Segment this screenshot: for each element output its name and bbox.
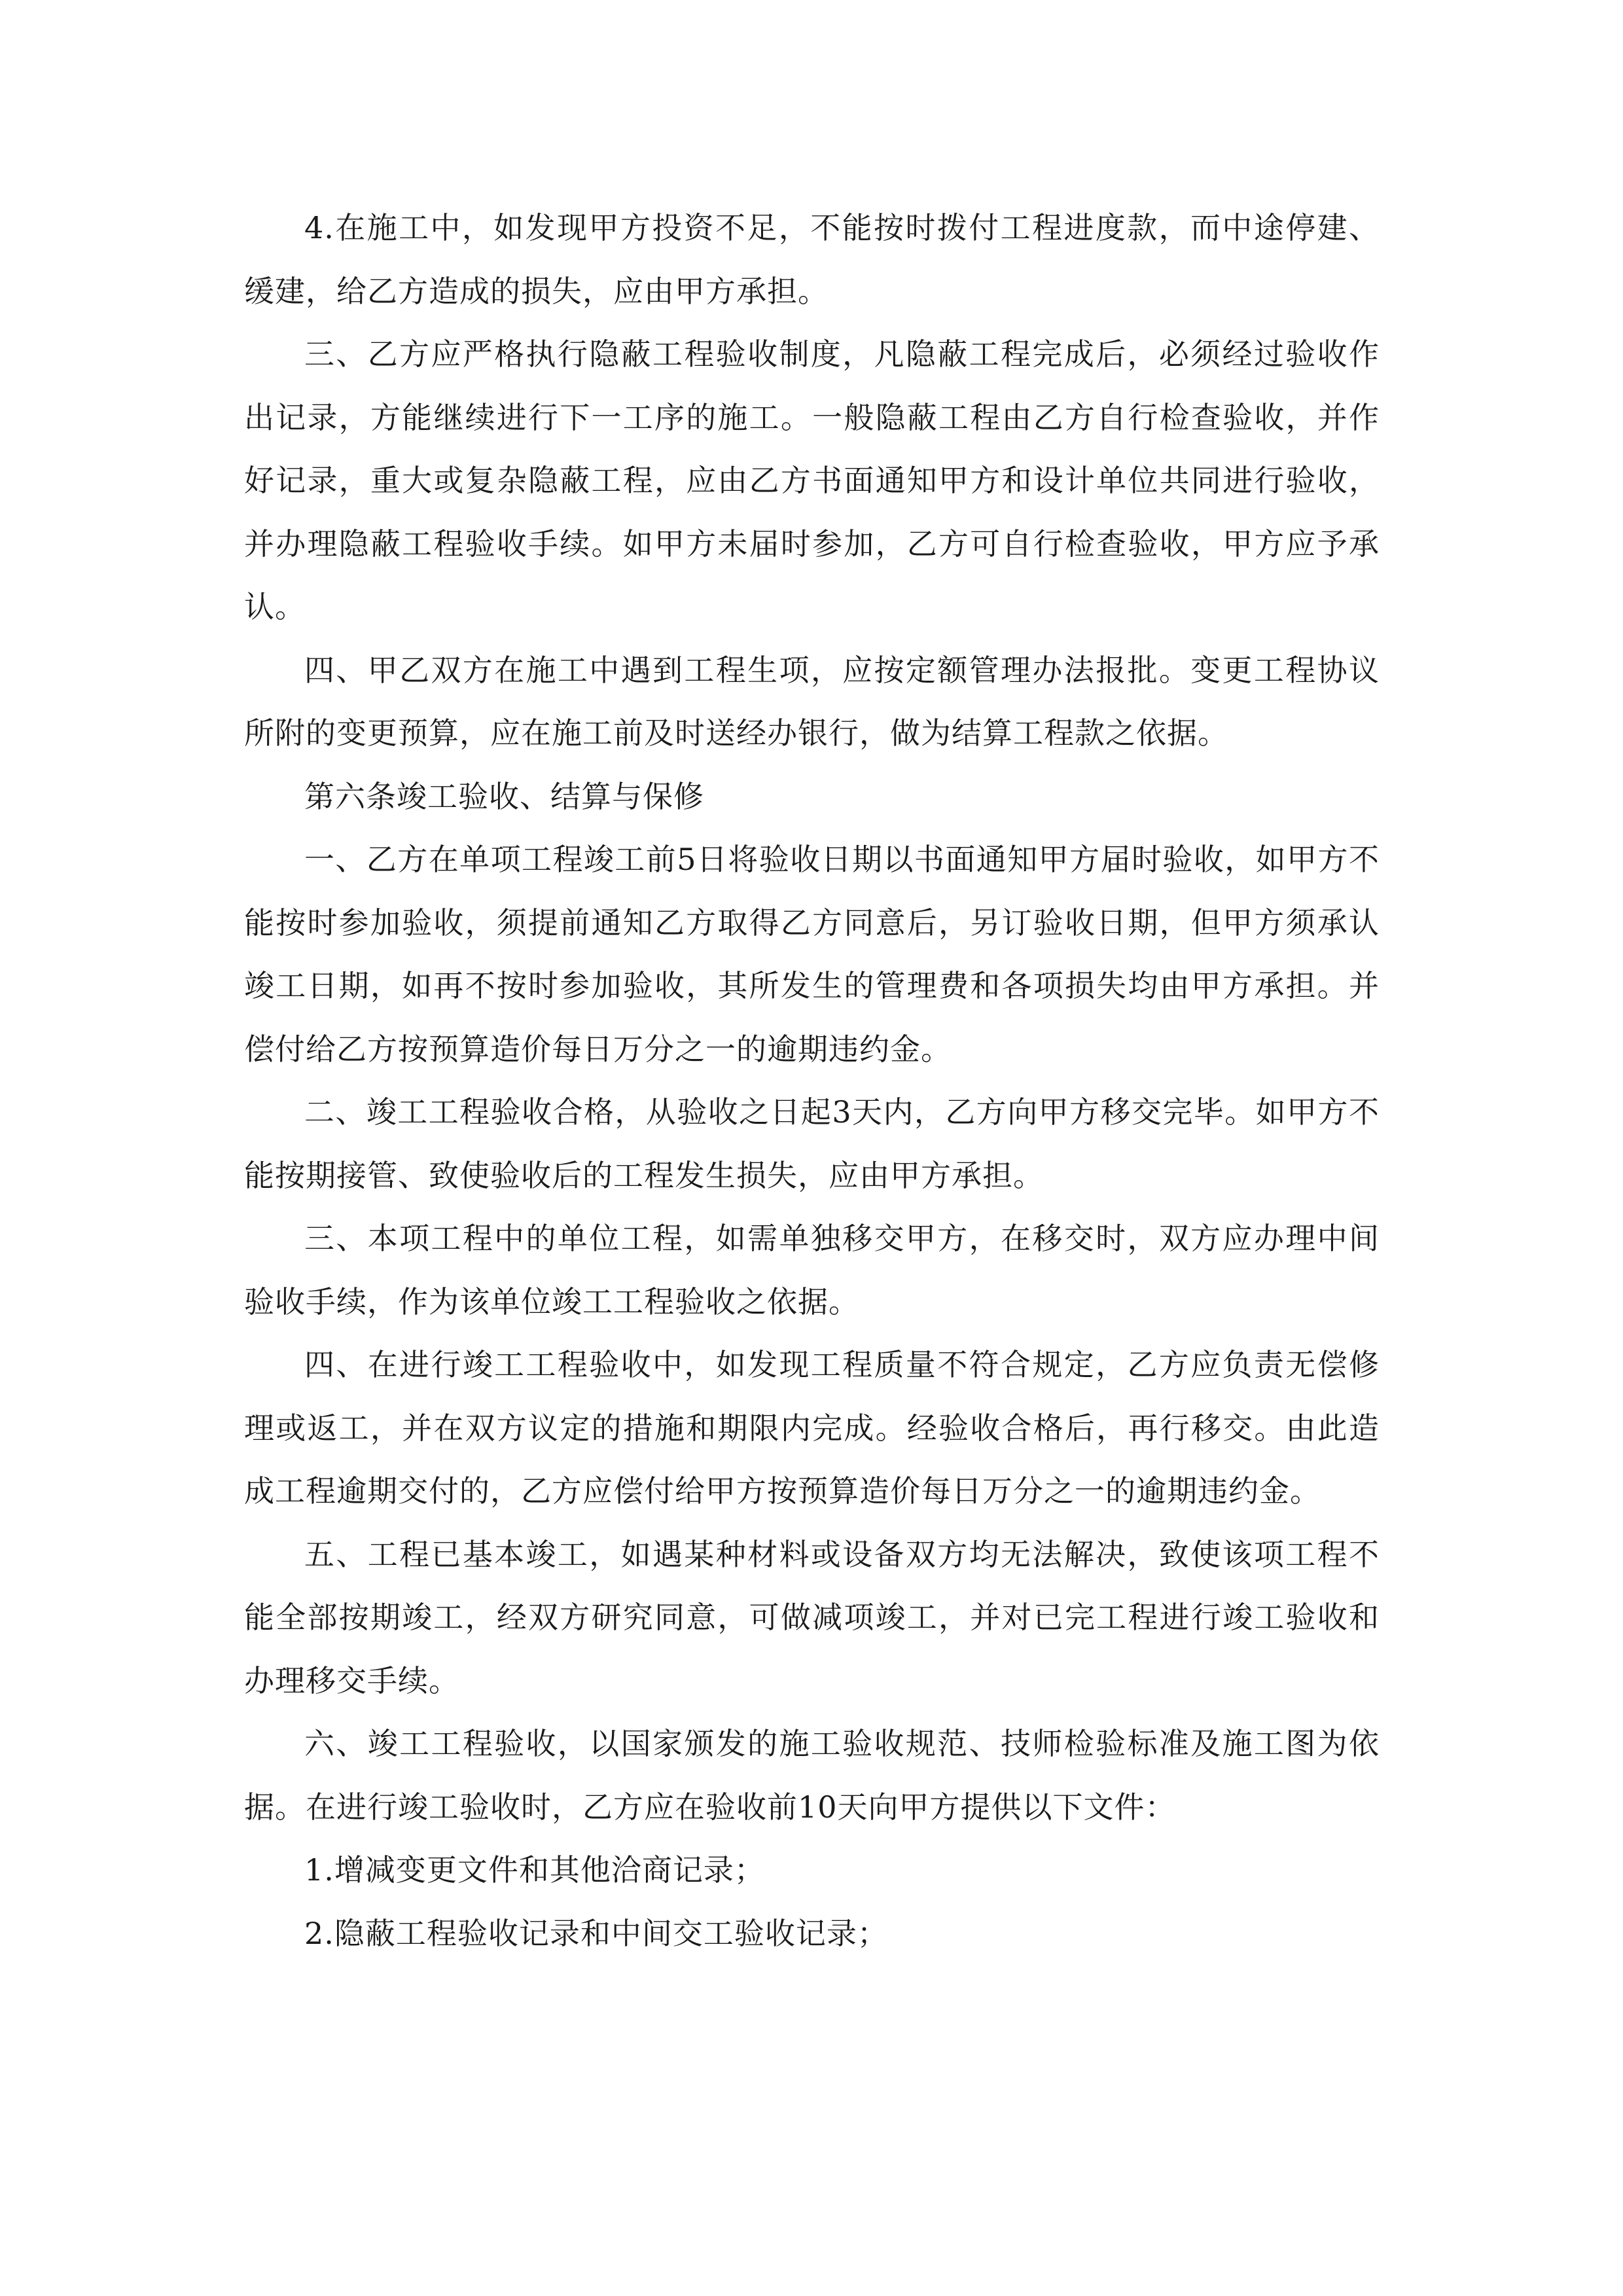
paragraph-item-4-delay: 4.在施工中，如发现甲方投资不足，不能按时拨付工程进度款，而中途停建、缓建，给乙方造成的损失，应由甲方承担。 (244, 210, 1380, 309)
list-item-change-documents: 1.增减变更文件和其他洽商记录； (304, 1852, 765, 1888)
paragraph-change-approval: 四、甲乙双方在施工中遇到工程生项，应按定额管理办法报批。变更工程协议所附的变更预算，应在施工前及时送经办银行，做为结算工程款之依据。 (244, 652, 1380, 751)
section-heading-article-6: 第六条竣工验收、结算与保修 (304, 778, 704, 814)
paragraph-completion-notice: 一、乙方在单项工程竣工前5日将验收日期以书面通知甲方届时验收，如甲方不能按时参加验收，须提前通知乙方取得乙方同意后，另订验收日期，但甲方须承认竣工日期，如再不按时参加验收，其所发生的管理费和各项损失均由甲方承担。并偿付给乙方按预算造价每日万分之一的逾期违约金。 (244, 842, 1380, 1067)
paragraph-partial-completion: 五、工程已基本竣工，如遇某种材料或设备双方均无法解决，致使该项工程不能全部按期竣工，经双方研究同意，可做减项竣工，并对已完工程进行竣工验收和办理移交手续。 (244, 1536, 1380, 1698)
paragraph-handover: 二、竣工工程验收合格，从验收之日起3天内，乙方向甲方移交完毕。如甲方不能按期接管、致使验收后的工程发生损失，应由甲方承担。 (244, 1094, 1380, 1193)
list-item-hidden-works-records: 2.隐蔽工程验收记录和中间交工验收记录； (304, 1915, 888, 1951)
paragraph-unit-handover: 三、本项工程中的单位工程，如需单独移交甲方，在移交时，双方应办理中间验收手续，作为该单位竣工工程验收之依据。 (244, 1221, 1380, 1319)
paragraph-acceptance-basis: 六、竣工工程验收，以国家颁发的施工验收规范、技师检验标准及施工图为依据。在进行竣工验收时，乙方应在验收前10天向甲方提供以下文件： (244, 1726, 1380, 1825)
paragraph-quality-repair: 四、在进行竣工工程验收中，如发现工程质量不符合规定，乙方应负责无偿修理或返工，并在双方议定的措施和期限内完成。经验收合格后，再行移交。由此造成工程逾期交付的，乙方应偿付给甲方按预算造价每日万分之一的逾期违约金。 (244, 1347, 1380, 1509)
document-body (244, 196, 1380, 1965)
paragraph-hidden-works-acceptance: 三、乙方应严格执行隐蔽工程验收制度，凡隐蔽工程完成后，必须经过验收作出记录，方能继续进行下一工序的施工。一般隐蔽工程由乙方自行检查验收，并作好记录，重大或复杂隐蔽工程，应由乙方书面通知甲方和设计单位共同进行验收，并办理隐蔽工程验收手续。如甲方未届时参加，乙方可自行检查验收，甲方应予承认。 (244, 336, 1380, 624)
